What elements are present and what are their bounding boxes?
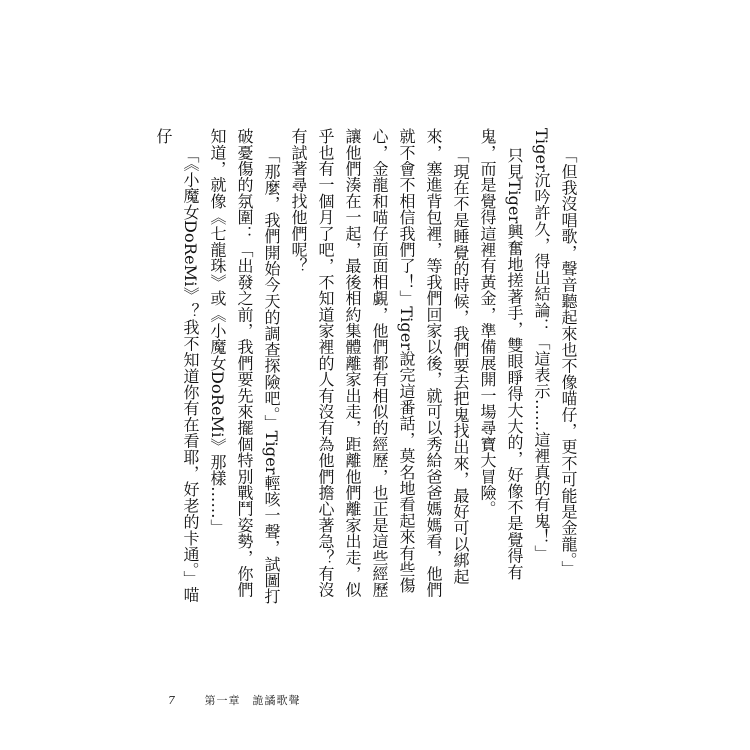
- paragraph: 「但我沒唱歌，聲音聽起來也不像喵仔，更不可能是金龍。」Tiger沉吟許久，得出結論：「這表示……這裡真的有鬼！」: [532, 128, 578, 577]
- paragraph: 「那麼，我們開始今天的調查探險吧。」Tiger輕咳一聲，試圖打破憂傷的氛圍：「出發之前，我們要先來擺個特別戰鬥姿勢，你們知道，就像《七龍珠》或《小魔女DoReMi》那樣……」: [208, 128, 281, 605]
- paragraph: 只見Tiger興奮地搓著手，雙眼睜得大大的，好像不是覺得有鬼，而是覺得這裡有黃金，準備展開一場尋寶大冒險。: [478, 128, 524, 581]
- page-footer: [168, 692, 301, 708]
- page-number: 7: [168, 694, 175, 707]
- body-text: [154, 128, 582, 608]
- paragraph: 「《小魔女DoReMi》？我不知道你有在看耶，好老的卡通。」喵仔: [154, 128, 200, 603]
- chapter-title: 第一章 詭譎歌聲: [204, 694, 301, 707]
- paragraph: 「現在不是睡覺的時候，我們要去把鬼找出來，最好可以綁起來，塞進背包裡，等我們回家以後，就可以秀給爸爸媽媽看，他們就不會不相信我們了！」Tiger說完這番話，莫名地看起來有些傷心，金龍和喵仔面面相覷，他們都有相似的經歷，也正是這些經歷讓他們湊在一起，最後相約集體離家出走，距離他們離家出走，似乎也有一個月了吧，不知道家裡的人有沒有為他們擔心著急？有沒有試著尋找他們呢？: [289, 128, 470, 598]
